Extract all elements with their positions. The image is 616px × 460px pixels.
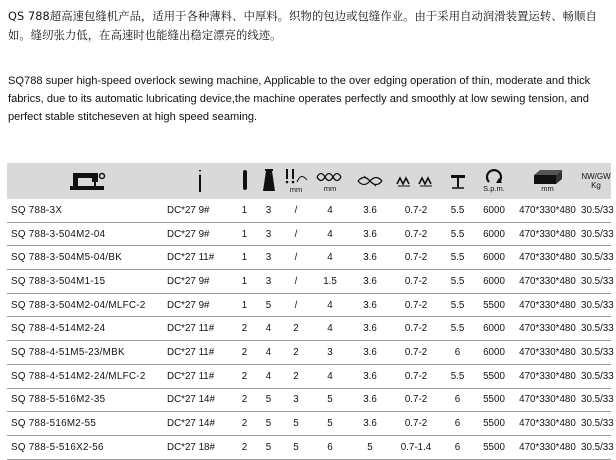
cell-diff: 3.6	[349, 293, 391, 317]
cell-stitch: 2	[281, 341, 311, 365]
speed-unit: S.p.m.	[483, 184, 505, 193]
cell-needles: 2	[233, 364, 256, 388]
cell-threads: 5	[256, 412, 281, 436]
cell-needles: 2	[233, 412, 256, 436]
intro-english: SQ788 super high-speed overlock sewing machine, Applicable to the over edging operation of thin, moderate and thick fabrics, due to its automatic lubricating device,the machine operates perfectly and smoothly at low sewing tension, and perfect stable stitcheseven at high speed seaming.	[8, 75, 591, 123]
cell-size: 470*330*480	[514, 341, 581, 365]
cell-weight: 30.5/33	[581, 270, 611, 294]
cell-stitch: /	[281, 270, 311, 294]
cell-needle: DC*27 9#	[167, 222, 233, 246]
cell-feed: 0.7-2	[391, 388, 441, 412]
cell-needles: 1	[233, 293, 256, 317]
cell-width: 4	[311, 222, 349, 246]
cell-size: 470*330*480	[514, 199, 581, 222]
cell-model: SQ 788-3-504M2-04/MLFC-2	[7, 293, 167, 317]
cell-speed: 5500	[474, 293, 514, 317]
cell-speed: 6000	[474, 317, 514, 341]
sewing-machine-icon	[68, 170, 106, 192]
cell-stitch: 5	[281, 412, 311, 436]
cell-diff: 3.6	[349, 246, 391, 270]
cell-width: 4	[311, 317, 349, 341]
cell-speed: 6000	[474, 246, 514, 270]
spec-table	[7, 163, 614, 460]
cell-needle: DC*27 18#	[167, 435, 233, 459]
cell-size: 470*330*480	[514, 222, 581, 246]
needle-icon	[196, 169, 204, 193]
cell-speed: 6000	[474, 199, 514, 222]
cell-width: 1.5	[311, 270, 349, 294]
cell-weight: 30.5/33	[581, 341, 611, 365]
cell-threads: 5	[256, 388, 281, 412]
cell-needle: DC*27 9#	[167, 270, 233, 294]
cell-weight: 30.5/33	[581, 412, 611, 436]
cell-needles: 1	[233, 199, 256, 222]
cell-feed: 0.7-2	[391, 317, 441, 341]
cell-feed: 0.7-1.4	[391, 435, 441, 459]
cell-weight: 30.5/33	[581, 364, 611, 388]
cell-size: 470*330*480	[514, 364, 581, 388]
cell-width: 5	[311, 412, 349, 436]
table-row	[7, 412, 611, 436]
cell-threads: 5	[256, 435, 281, 459]
cell-feed: 0.7-2	[391, 364, 441, 388]
cell-threads: 3	[256, 199, 281, 222]
package-size-icon	[532, 169, 564, 185]
table-row	[7, 222, 611, 246]
cell-needles: 1	[233, 270, 256, 294]
cell-needle: DC*27 11#	[167, 246, 233, 270]
cell-size: 470*330*480	[514, 388, 581, 412]
cell-speed: 5500	[474, 388, 514, 412]
cell-size: 470*330*480	[514, 435, 581, 459]
cell-feed: 0.7-2	[391, 246, 441, 270]
cell-model: SQ 788-3X	[7, 199, 167, 222]
cell-width: 5	[311, 388, 349, 412]
stitch-length-unit: mm	[289, 185, 303, 194]
cell-size: 470*330*480	[514, 270, 581, 294]
thread-count-icon	[262, 169, 276, 193]
cell-needle: DC*27 11#	[167, 317, 233, 341]
cell-size: 470*330*480	[514, 412, 581, 436]
cell-needles: 1	[233, 246, 256, 270]
header-needles	[233, 163, 256, 199]
cell-width: 4	[311, 199, 349, 222]
weight-gw: GW	[596, 171, 611, 181]
cell-feed: 0.7-2	[391, 270, 441, 294]
cell-width: 4	[311, 246, 349, 270]
cell-weight: 30.5/33	[581, 293, 611, 317]
cell-diff: 3.6	[349, 317, 391, 341]
weight-unit: Kg	[591, 180, 601, 190]
needle-count-icon	[241, 169, 249, 193]
cell-needle: DC*27 14#	[167, 388, 233, 412]
cell-threads: 5	[256, 293, 281, 317]
cell-stitch: 2	[281, 364, 311, 388]
cell-stitch: /	[281, 222, 311, 246]
table-row	[7, 388, 611, 412]
cell-needle: DC*27 9#	[167, 293, 233, 317]
cell-needles: 2	[233, 388, 256, 412]
cell-threads: 3	[256, 246, 281, 270]
cell-weight: 30.5/33	[581, 199, 611, 222]
cell-stitch: 5	[281, 435, 311, 459]
cell-speed: 5500	[474, 364, 514, 388]
cell-feed: 0.7-2	[391, 341, 441, 365]
header-model	[7, 163, 167, 199]
cell-feed: 0.7-2	[391, 199, 441, 222]
table-header	[7, 163, 611, 199]
table-row	[7, 199, 611, 222]
cell-lift: 5.5	[441, 270, 474, 294]
cell-threads: 4	[256, 317, 281, 341]
cell-needle: DC*27 11#	[167, 341, 233, 365]
cell-needle: DC*27 14#	[167, 412, 233, 436]
cell-stitch: 3	[281, 388, 311, 412]
cell-lift: 5.5	[441, 293, 474, 317]
table-row	[7, 270, 611, 294]
cell-speed: 5500	[474, 412, 514, 436]
cell-threads: 4	[256, 341, 281, 365]
cell-feed: 0.7-2	[391, 412, 441, 436]
cell-threads: 3	[256, 270, 281, 294]
cell-threads: 3	[256, 222, 281, 246]
presser-lift-icon	[395, 174, 437, 188]
cell-speed: 6000	[474, 222, 514, 246]
cell-width: 4	[311, 293, 349, 317]
intro-chinese: QS 788超高速包缝机产品，适用于各种薄料、中厚料。织物的包边或包缝作业。由于采用自动润滑装置运转、畅顺自如。缝纫张力低，在高速时也能缝出稳定漂亮的线迹。	[8, 10, 597, 42]
cell-size: 470*330*480	[514, 246, 581, 270]
cell-lift: 5.5	[441, 199, 474, 222]
header-stitch-length	[281, 163, 311, 199]
cell-lift: 6	[441, 341, 474, 365]
cell-diff: 3.6	[349, 341, 391, 365]
cell-model: SQ 788-5-516M2-35	[7, 388, 167, 412]
cell-weight: 30.5/33	[581, 246, 611, 270]
cell-stitch: /	[281, 199, 311, 222]
cell-model: SQ 788-4-514M2-24/MLFC-2	[7, 364, 167, 388]
speed-lift-icon	[449, 172, 467, 190]
cell-weight: 30.5/33	[581, 222, 611, 246]
cell-lift: 6	[441, 412, 474, 436]
cell-needles: 2	[233, 435, 256, 459]
weight-icon	[581, 172, 610, 190]
package-unit: mm	[541, 184, 554, 193]
table-row	[7, 364, 611, 388]
cell-width: 6	[311, 435, 349, 459]
cell-lift: 5.5	[441, 222, 474, 246]
cell-diff: 5	[349, 435, 391, 459]
cell-needles: 2	[233, 341, 256, 365]
cell-diff: 3.6	[349, 270, 391, 294]
overedge-width-unit: mm	[323, 184, 337, 193]
header-needle	[167, 163, 233, 199]
cell-weight: 30.5/33	[581, 435, 611, 459]
cell-needle: DC*27 11#	[167, 364, 233, 388]
cell-model: SQ 788-3-504M1-15	[7, 270, 167, 294]
cell-stitch: /	[281, 293, 311, 317]
header-package	[514, 163, 581, 199]
cell-model: SQ 788-516M2-55	[7, 412, 167, 436]
cell-speed: 6000	[474, 341, 514, 365]
header-speed	[474, 163, 514, 199]
cell-diff: 3.6	[349, 364, 391, 388]
cell-lift: 6	[441, 435, 474, 459]
cell-diff: 3.6	[349, 222, 391, 246]
cell-lift: 5.5	[441, 317, 474, 341]
header-lift	[441, 163, 474, 199]
cell-diff: 3.6	[349, 388, 391, 412]
header-differential	[349, 163, 391, 199]
header-feed	[391, 163, 441, 199]
cell-lift: 5.5	[441, 364, 474, 388]
table-row	[7, 341, 611, 365]
cell-size: 470*330*480	[514, 293, 581, 317]
stitch-width-icon	[315, 169, 345, 185]
cell-speed: 5500	[474, 435, 514, 459]
cell-needles: 1	[233, 222, 256, 246]
cell-lift: 6	[441, 388, 474, 412]
header-threads	[256, 163, 281, 199]
cell-size: 470*330*480	[514, 317, 581, 341]
weight-sep: /	[594, 171, 597, 181]
cell-model: SQ 788-4-514M2-24	[7, 317, 167, 341]
cell-feed: 0.7-2	[391, 293, 441, 317]
cell-weight: 30.5/33	[581, 388, 611, 412]
table-row	[7, 317, 611, 341]
cell-model: SQ 788-3-504M5-04/BK	[7, 246, 167, 270]
header-overedge-width	[311, 163, 349, 199]
table-row	[7, 246, 611, 270]
table-row	[7, 293, 611, 317]
cell-speed: 6000	[474, 270, 514, 294]
cell-width: 4	[311, 364, 349, 388]
header-weight	[581, 163, 611, 199]
table-body	[7, 199, 614, 459]
cell-model: SQ 788-4-51M5-23/MBK	[7, 341, 167, 365]
cell-stitch: /	[281, 246, 311, 270]
cell-weight: 30.5/33	[581, 317, 611, 341]
speed-icon	[485, 169, 503, 185]
cell-model: SQ 788-3-504M2-04	[7, 222, 167, 246]
cell-feed: 0.7-2	[391, 222, 441, 246]
cell-threads: 4	[256, 364, 281, 388]
weight-nw: NW	[581, 171, 595, 181]
differential-feed-icon	[356, 173, 384, 189]
cell-width: 3	[311, 341, 349, 365]
stitch-length-icon	[283, 168, 309, 186]
cell-needles: 2	[233, 317, 256, 341]
cell-model: SQ 788-5-516X2-56	[7, 435, 167, 459]
cell-lift: 5.5	[441, 246, 474, 270]
cell-stitch: 2	[281, 317, 311, 341]
cell-diff: 3.6	[349, 199, 391, 222]
cell-diff: 3.6	[349, 412, 391, 436]
cell-needle: DC*27 9#	[167, 199, 233, 222]
